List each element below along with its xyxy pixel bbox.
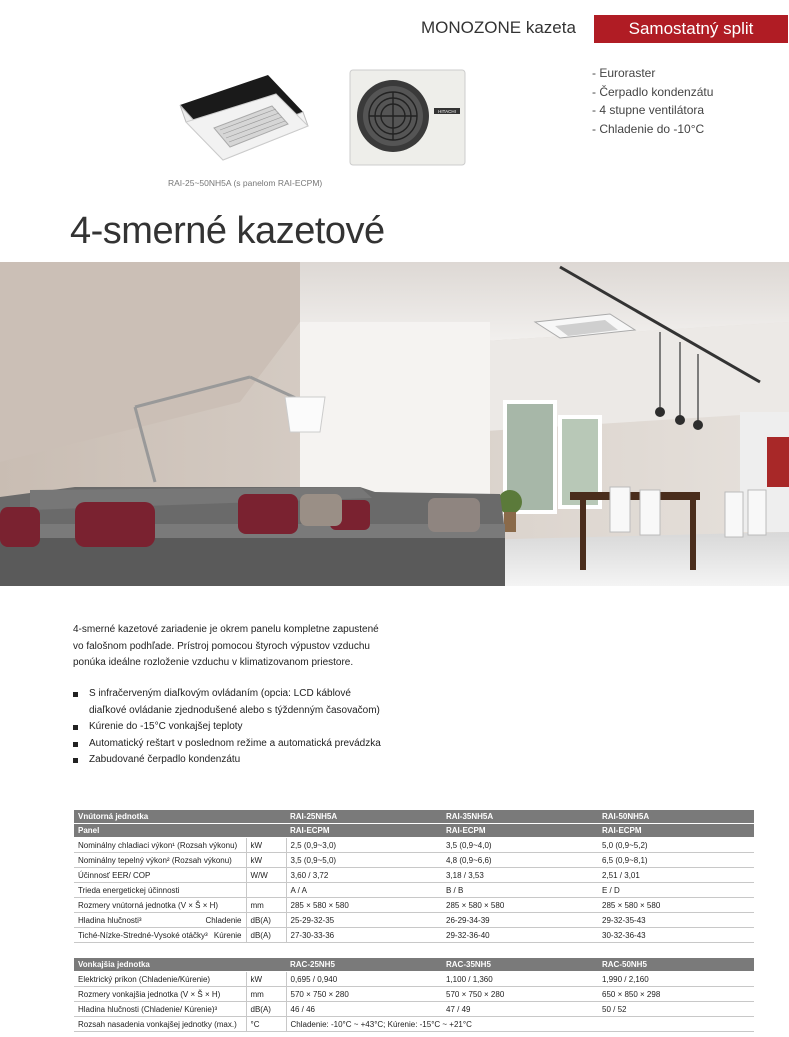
- table-header-cell: RAI-ECPM: [442, 824, 598, 838]
- table-header-cell: RAI-ECPM: [598, 824, 754, 838]
- bullet-text: S infračerveným diaľkovým ovládaním (opcia: LCD káblové: [89, 688, 351, 699]
- table-row: [74, 972, 754, 987]
- table-header-cell: RAI-ECPM: [286, 824, 442, 838]
- row-sublabel: Kúrenie: [213, 930, 242, 940]
- table-cell: 2,51 / 3,01: [598, 868, 754, 883]
- row-label-text: Hladina hlučnosti³: [78, 915, 142, 925]
- row-unit: kW: [246, 972, 286, 987]
- feature-list: [592, 66, 713, 140]
- feature-item: - 4 stupne ventilátora: [592, 103, 705, 117]
- row-label: Rozmery vnútorná jednotka (V × Š × H): [74, 898, 246, 913]
- table-header-cell: RAI-35NH5A: [442, 810, 598, 824]
- table-header-row: [74, 810, 754, 824]
- bullet-item: [73, 752, 381, 769]
- row-unit: °C: [246, 1017, 286, 1032]
- table-cell: 570 × 750 × 280: [442, 987, 598, 1002]
- hero-room-image: [0, 262, 789, 586]
- row-unit: [246, 883, 286, 898]
- row-unit: kW: [246, 838, 286, 853]
- table-cell: 29-32-35-43: [598, 913, 754, 928]
- intro-line: vo falošnom podhľade. Prístroj pomocou štyroch výpustov vzduchu: [73, 640, 370, 652]
- table-cell: 3,5 (0,9~5,0): [286, 853, 442, 868]
- table-cell: 285 × 580 × 580: [598, 898, 754, 913]
- table-row: [74, 987, 754, 1002]
- cassette-unit-image: [180, 75, 308, 160]
- table-row: [74, 853, 754, 868]
- table-cell: 285 × 580 × 580: [442, 898, 598, 913]
- table-cell: E / D: [598, 883, 754, 898]
- feature-item: - Euroraster: [592, 66, 656, 80]
- header-badge: Samostatný split: [594, 15, 788, 43]
- row-unit: mm: [246, 987, 286, 1002]
- table-cell: 570 × 750 × 280: [286, 987, 442, 1002]
- bullet-text: Automatický reštart v poslednom režime a automatická prevádzka: [89, 737, 381, 749]
- table-cell: 27-30-33-36: [286, 928, 442, 943]
- table-cell: 47 / 49: [442, 1002, 598, 1017]
- table-row: [74, 883, 754, 898]
- row-label: Rozmery vonkajšia jednotka (V × Š × H): [74, 987, 246, 1002]
- table-cell: 4,8 (0,9~6,6): [442, 853, 598, 868]
- table-row: [74, 913, 754, 928]
- table-cell: 3,60 / 3,72: [286, 868, 442, 883]
- row-label: [74, 928, 246, 943]
- table-cell: 26-29-34-39: [442, 913, 598, 928]
- table-cell: A / A: [286, 883, 442, 898]
- intro-line: ponúka ideálne rozloženie vzduchu v klimatizovanom priestore.: [73, 657, 354, 668]
- row-label: Účinnosť EER/ COP: [74, 868, 246, 883]
- table-cell: 3,5 (0,9~4,0): [442, 838, 598, 853]
- table-row: [74, 1017, 754, 1032]
- bullet-text: Kúrenie do -15°C vonkajšej teploty: [89, 721, 243, 732]
- table-cell: Chladenie: -10°C ~ +43°C; Kúrenie: -15°C ~ +21°C: [286, 1017, 754, 1032]
- bullet-text: Zabudované čerpadlo kondenzátu: [89, 754, 241, 765]
- table-row: [74, 868, 754, 883]
- table-cell: B / B: [442, 883, 598, 898]
- table-header-cell: RAC-25NH5: [286, 958, 442, 972]
- table-cell: 1,100 / 1,360: [442, 972, 598, 987]
- outdoor-unit-image: [350, 70, 465, 165]
- table-header-row: [74, 824, 754, 838]
- table-header-cell: Vnútorná jednotka: [74, 810, 246, 824]
- row-unit: kW: [246, 853, 286, 868]
- table-header-cell: RAC-35NH5: [442, 958, 598, 972]
- table-cell: 6,5 (0,9~8,1): [598, 853, 754, 868]
- product-caption: RAI-25~50NH5A (s panelom RAI-ECPM): [168, 178, 323, 188]
- row-unit: dB(A): [246, 928, 286, 943]
- table-cell: 25-29-32-35: [286, 913, 442, 928]
- indoor-spec-table: [74, 810, 754, 943]
- row-unit: dB(A): [246, 913, 286, 928]
- table-row: [74, 928, 754, 943]
- table-header-cell: RAI-50NH5A: [598, 810, 754, 824]
- row-label: [74, 913, 246, 928]
- table-cell: 0,695 / 0,940: [286, 972, 442, 987]
- table-cell: 46 / 46: [286, 1002, 442, 1017]
- bullet-item: [73, 719, 381, 736]
- table-cell: 5,0 (0,9~5,2): [598, 838, 754, 853]
- table-cell: 29-32-36-40: [442, 928, 598, 943]
- row-unit: mm: [246, 898, 286, 913]
- bullet-text: diaľkové ovládanie zjednodušené alebo s týždenným časovačom): [89, 704, 380, 716]
- table-row: [74, 838, 754, 853]
- table-header-row: [74, 958, 754, 972]
- table-cell: 2,5 (0,9~3,0): [286, 838, 442, 853]
- page-title: 4-smerné kazetové: [70, 210, 385, 252]
- table-cell: 30-32-36-43: [598, 928, 754, 943]
- bullet-item: [73, 736, 381, 753]
- intro-line: 4-smerné kazetové zariadenie je okrem panelu kompletne zapustené: [73, 624, 379, 635]
- feature-bullet-list: [73, 686, 381, 769]
- table-header-cell: Panel: [74, 824, 246, 838]
- row-unit: W/W: [246, 868, 286, 883]
- row-label: Hladina hlučnosti (Chladenie/ Kúrenie)³: [74, 1002, 246, 1017]
- feature-item: - Čerpadlo kondenzátu: [592, 84, 714, 99]
- table-cell: 1,990 / 2,160: [598, 972, 754, 987]
- outdoor-spec-table: [74, 958, 754, 1032]
- header-subtitle: MONOZONE kazeta: [421, 18, 576, 37]
- table-header-cell: [246, 824, 286, 838]
- row-sublabel: Chladenie: [205, 915, 242, 925]
- bullet-item: [73, 686, 381, 719]
- row-label: Nominálny tepelný výkon² (Rozsah výkonu): [74, 853, 246, 868]
- row-label: Trieda energetickej účinnosti: [74, 883, 246, 898]
- feature-item: - Chladenie do -10°C: [592, 121, 705, 136]
- table-header-cell: [246, 958, 286, 972]
- row-label: Nominálny chladiaci výkon¹ (Rozsah výkonu): [74, 838, 246, 853]
- table-cell: 650 × 850 × 298: [598, 987, 754, 1002]
- table-header-cell: RAC-50NH5: [598, 958, 754, 972]
- table-header-cell: RAI-25NH5A: [286, 810, 442, 824]
- intro-paragraph: [73, 622, 413, 672]
- row-label: Elektrický príkon (Chladenie/Kúrenie): [74, 972, 246, 987]
- brand-label: HITACHI: [438, 109, 456, 114]
- row-label-text: Tiché-Nízke-Stredné-Vysoké otáčky³: [78, 930, 208, 940]
- row-unit: dB(A): [246, 1002, 286, 1017]
- table-row: [74, 898, 754, 913]
- table-cell: 50 / 52: [598, 1002, 754, 1017]
- table-cell: 3,18 / 3,53: [442, 868, 598, 883]
- table-header-cell: [246, 810, 286, 824]
- row-label: Rozsah nasadenia vonkajšej jednotky (max.): [74, 1017, 246, 1032]
- table-cell: 285 × 580 × 580: [286, 898, 442, 913]
- table-header-cell: Vonkajšia jednotka: [74, 958, 246, 972]
- table-row: [74, 1002, 754, 1017]
